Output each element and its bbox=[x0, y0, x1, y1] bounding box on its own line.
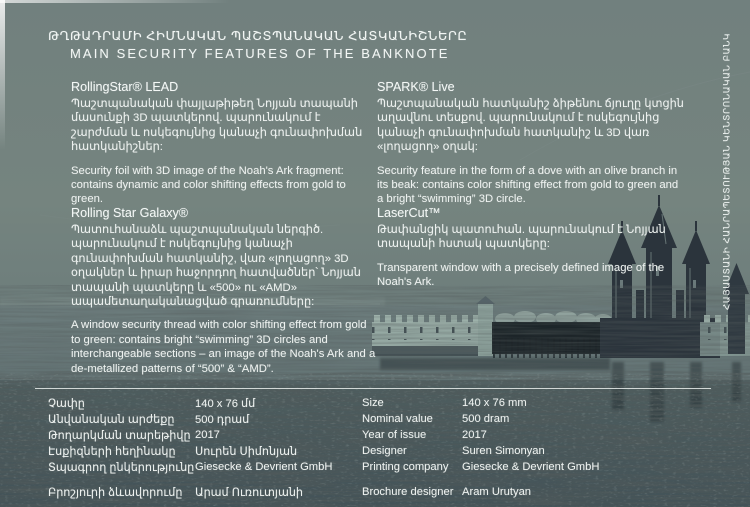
section-text-english: Security foil with 3D image of the Noah's Ark fragment: contains dynamic and color shifting effects from gold to green. bbox=[71, 164, 346, 206]
section-title: LaserCut™ bbox=[377, 206, 441, 220]
spec-label-english: Printing company bbox=[362, 461, 449, 473]
section-text-armenian: Պաշտպանական հատկանիշ ձիթենու ճյուղը կտցին աղավնու տեսքով. պարունակում է ոսկեգույնից կանաչի գունափոխման հատկանիշ և 3D վառ «լողացող» օղակ: bbox=[377, 98, 684, 154]
spec-value-armenian: 140 x 76 մմ bbox=[195, 398, 256, 410]
section-text-english: Transparent window with a precisely defined image of the Noah's Ark. bbox=[377, 261, 665, 289]
spec-label-armenian: Անվանական արժեքը bbox=[48, 414, 175, 426]
spec-value-english: 2017 bbox=[462, 429, 487, 441]
spec-value-english: Giesecke & Devrient GmbH bbox=[462, 461, 600, 473]
spec-value-english: Aram Urutyan bbox=[462, 486, 532, 498]
scan-edge-left bbox=[0, 0, 5, 150]
scan-edge-top bbox=[0, 0, 230, 3]
section-text-armenian: Պատուհանաձև պաշտպանական ներգիծ. պարունակում է ոսկեգույնից կանաչի գունափոխման հատկանիշ, վառ «լողացող» 3D օղակներ և իրար հաջորդող հատվածներ՝ Նոյյան տապանի պատկերը և «500» ու «AMD» ապամետաղականացված գրառումները: bbox=[71, 224, 361, 309]
spec-label-armenian: Բրոշյուրի ձևավորումը bbox=[48, 487, 183, 499]
spec-label-english: Designer bbox=[362, 445, 407, 457]
section-title: RollingStar® LEAD bbox=[71, 80, 179, 94]
spec-value-english: Suren Simonyan bbox=[462, 445, 545, 457]
spec-value-armenian: 500 դրամ bbox=[195, 414, 250, 426]
spec-value-armenian: Սուրեն Սիմոնյան bbox=[195, 446, 298, 458]
spec-label-english: Nominal value bbox=[362, 413, 433, 425]
page-title-armenian: ԹՂԹԱԴՐԱՄԻ ՀԻՄՆԱԿԱՆ ՊԱՇՏՊԱՆԱԿԱՆ ՀԱՏԿԱՆԻՇՆԵՐԸ bbox=[48, 28, 468, 43]
spec-label-english: Year of issue bbox=[362, 429, 427, 441]
spec-value-english: 140 x 76 mm bbox=[462, 397, 527, 409]
spec-value-armenian: Արամ Ուռուտյանի bbox=[195, 487, 304, 499]
section-title: Rolling Star Galaxy® bbox=[71, 206, 189, 220]
issuer-vertical-text: ՀԱՅԱՍՏԱՆԻ ՀԱՆՐԱՊԵՏՈՒԹՅԱՆ ԿԵՆՏՐՈՆԱԿԱՆ ԲԱՆԿ bbox=[721, 32, 732, 311]
spec-label-armenian: Էսքիզների հեղինակը bbox=[48, 446, 176, 458]
spec-label-armenian: Տպագրող ընկերությունը bbox=[48, 462, 195, 474]
section-text-armenian: Թափանցիկ պատուհան. պարունակում է Նոյյան տապանի հստակ պատկերը: bbox=[377, 224, 666, 251]
spec-label-armenian: Թողարկման տարեթիվը bbox=[48, 430, 191, 442]
section-text-english: A window security thread with color shifting effect from gold to green: contains bright “swimming” 3D circles and interchangeable sections – an image of the Noah's Ark and a de-metallized patterns of “500” & “AMD”. bbox=[71, 319, 376, 375]
spec-value-armenian: Giesecke & Devrient GmbH bbox=[195, 461, 333, 473]
section-text-english: Security feature in the form of a dove with an olive branch in its beak: contains color shifting effect from gold to green and a bright “swimming” 3D circle. bbox=[377, 164, 679, 206]
section-text-armenian: Պաշտպանական փայլաթիթեղ Նոյյան տապանի մասունքի 3D պատկերով. պարունակում է շարժման և ոսկեգույնից կանաչի գունափոխման հատկանիշներ: bbox=[71, 98, 363, 154]
section-title: SPARK® Live bbox=[377, 80, 455, 94]
spec-value-armenian: 2017 bbox=[195, 429, 220, 441]
page-title-english: MAIN SECURITY FEATURES OF THE BANKNOTE bbox=[70, 46, 450, 61]
spec-label-english: Size bbox=[362, 397, 384, 409]
spec-label-armenian: Չափը bbox=[48, 398, 85, 410]
spec-label-english: Brochure designer bbox=[362, 486, 454, 498]
spec-value-english: 500 dram bbox=[462, 413, 510, 425]
